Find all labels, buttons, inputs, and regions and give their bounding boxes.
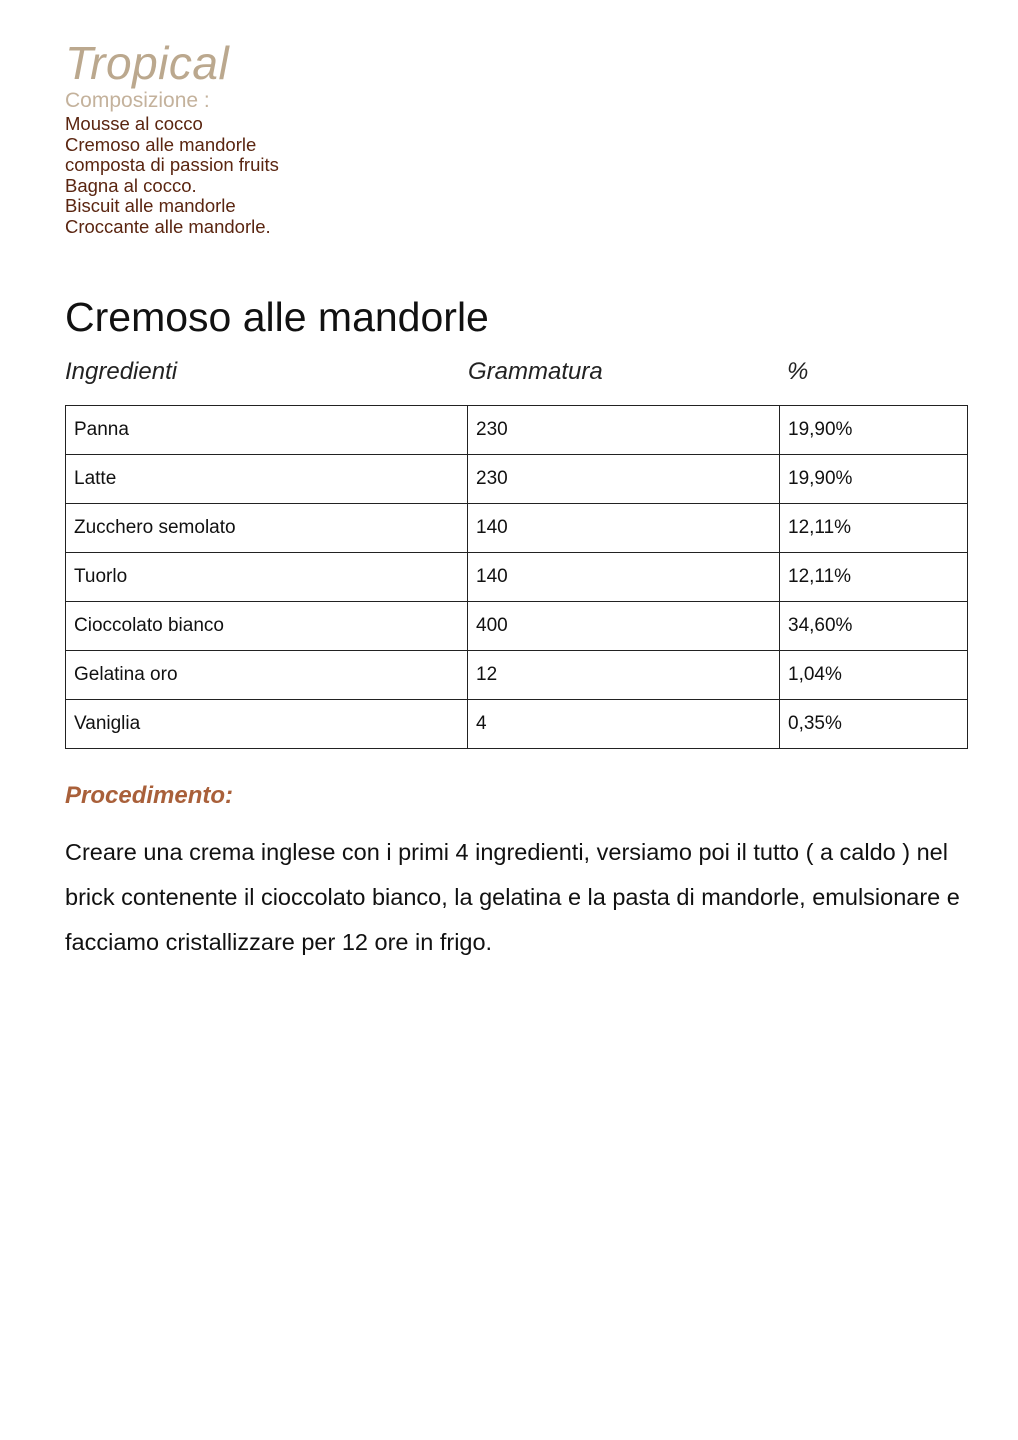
composition-item: Biscuit alle mandorle	[65, 195, 236, 217]
weight-cell: 400	[468, 602, 780, 651]
percent-cell: 19,90%	[780, 455, 968, 504]
weight-cell: 140	[468, 553, 780, 602]
table-row	[66, 651, 968, 700]
percent-cell: 0,35%	[780, 700, 968, 749]
table-row	[66, 553, 968, 602]
ingredient-cell: Tuorlo	[66, 553, 468, 602]
composition-item: Croccante alle mandorle.	[65, 215, 271, 237]
procedure-text: Creare una crema inglese con i primi 4 ingredienti, versiamo poi il tutto ( a caldo ) nel brick contenente il cioccolato bianco, la gelatina e la pasta di mandorle, emulsionare e facciamo cristallizzare per 12 ore in frigo.	[65, 839, 960, 955]
weight-cell: 12	[468, 651, 780, 700]
ingredients-table	[65, 405, 968, 749]
ingredient-cell: Cioccolato bianco	[66, 602, 468, 651]
procedure-title: Procedimento:	[65, 782, 234, 809]
composition-item: Bagna al cocco.	[65, 174, 197, 196]
composition-label: Composizione :	[65, 89, 210, 112]
weight-cell: 230	[468, 455, 780, 504]
percent-cell: 12,11%	[780, 504, 968, 553]
ingredient-cell: Zucchero semolato	[66, 504, 468, 553]
percent-cell: 34,60%	[780, 602, 968, 651]
recipe-title: Tropical	[65, 37, 230, 89]
percent-cell: 19,90%	[780, 406, 968, 455]
percent-cell: 1,04%	[780, 651, 968, 700]
weight-cell: 230	[468, 406, 780, 455]
header-percent: %	[787, 358, 809, 385]
ingredient-cell: Vaniglia	[66, 700, 468, 749]
composition-item: Cremoso alle mandorle	[65, 133, 257, 155]
header-ingredienti: Ingredienti	[65, 358, 178, 385]
weight-cell: 4	[468, 700, 780, 749]
table-row	[66, 504, 968, 553]
composition-item: Mousse al cocco	[65, 113, 203, 134]
weight-cell: 140	[468, 504, 780, 553]
table-row	[66, 406, 968, 455]
table-row	[66, 602, 968, 651]
table-row	[66, 700, 968, 749]
percent-cell: 12,11%	[780, 553, 968, 602]
ingredient-cell: Latte	[66, 455, 468, 504]
header-grammatura: Grammatura	[468, 358, 603, 385]
ingredient-cell: Panna	[66, 406, 468, 455]
composition-item: composta di passion fruits	[65, 154, 279, 176]
section-title: Cremoso alle mandorle	[65, 294, 489, 340]
ingredient-cell: Gelatina oro	[66, 651, 468, 700]
table-row	[66, 455, 968, 504]
composition-list	[65, 114, 279, 238]
